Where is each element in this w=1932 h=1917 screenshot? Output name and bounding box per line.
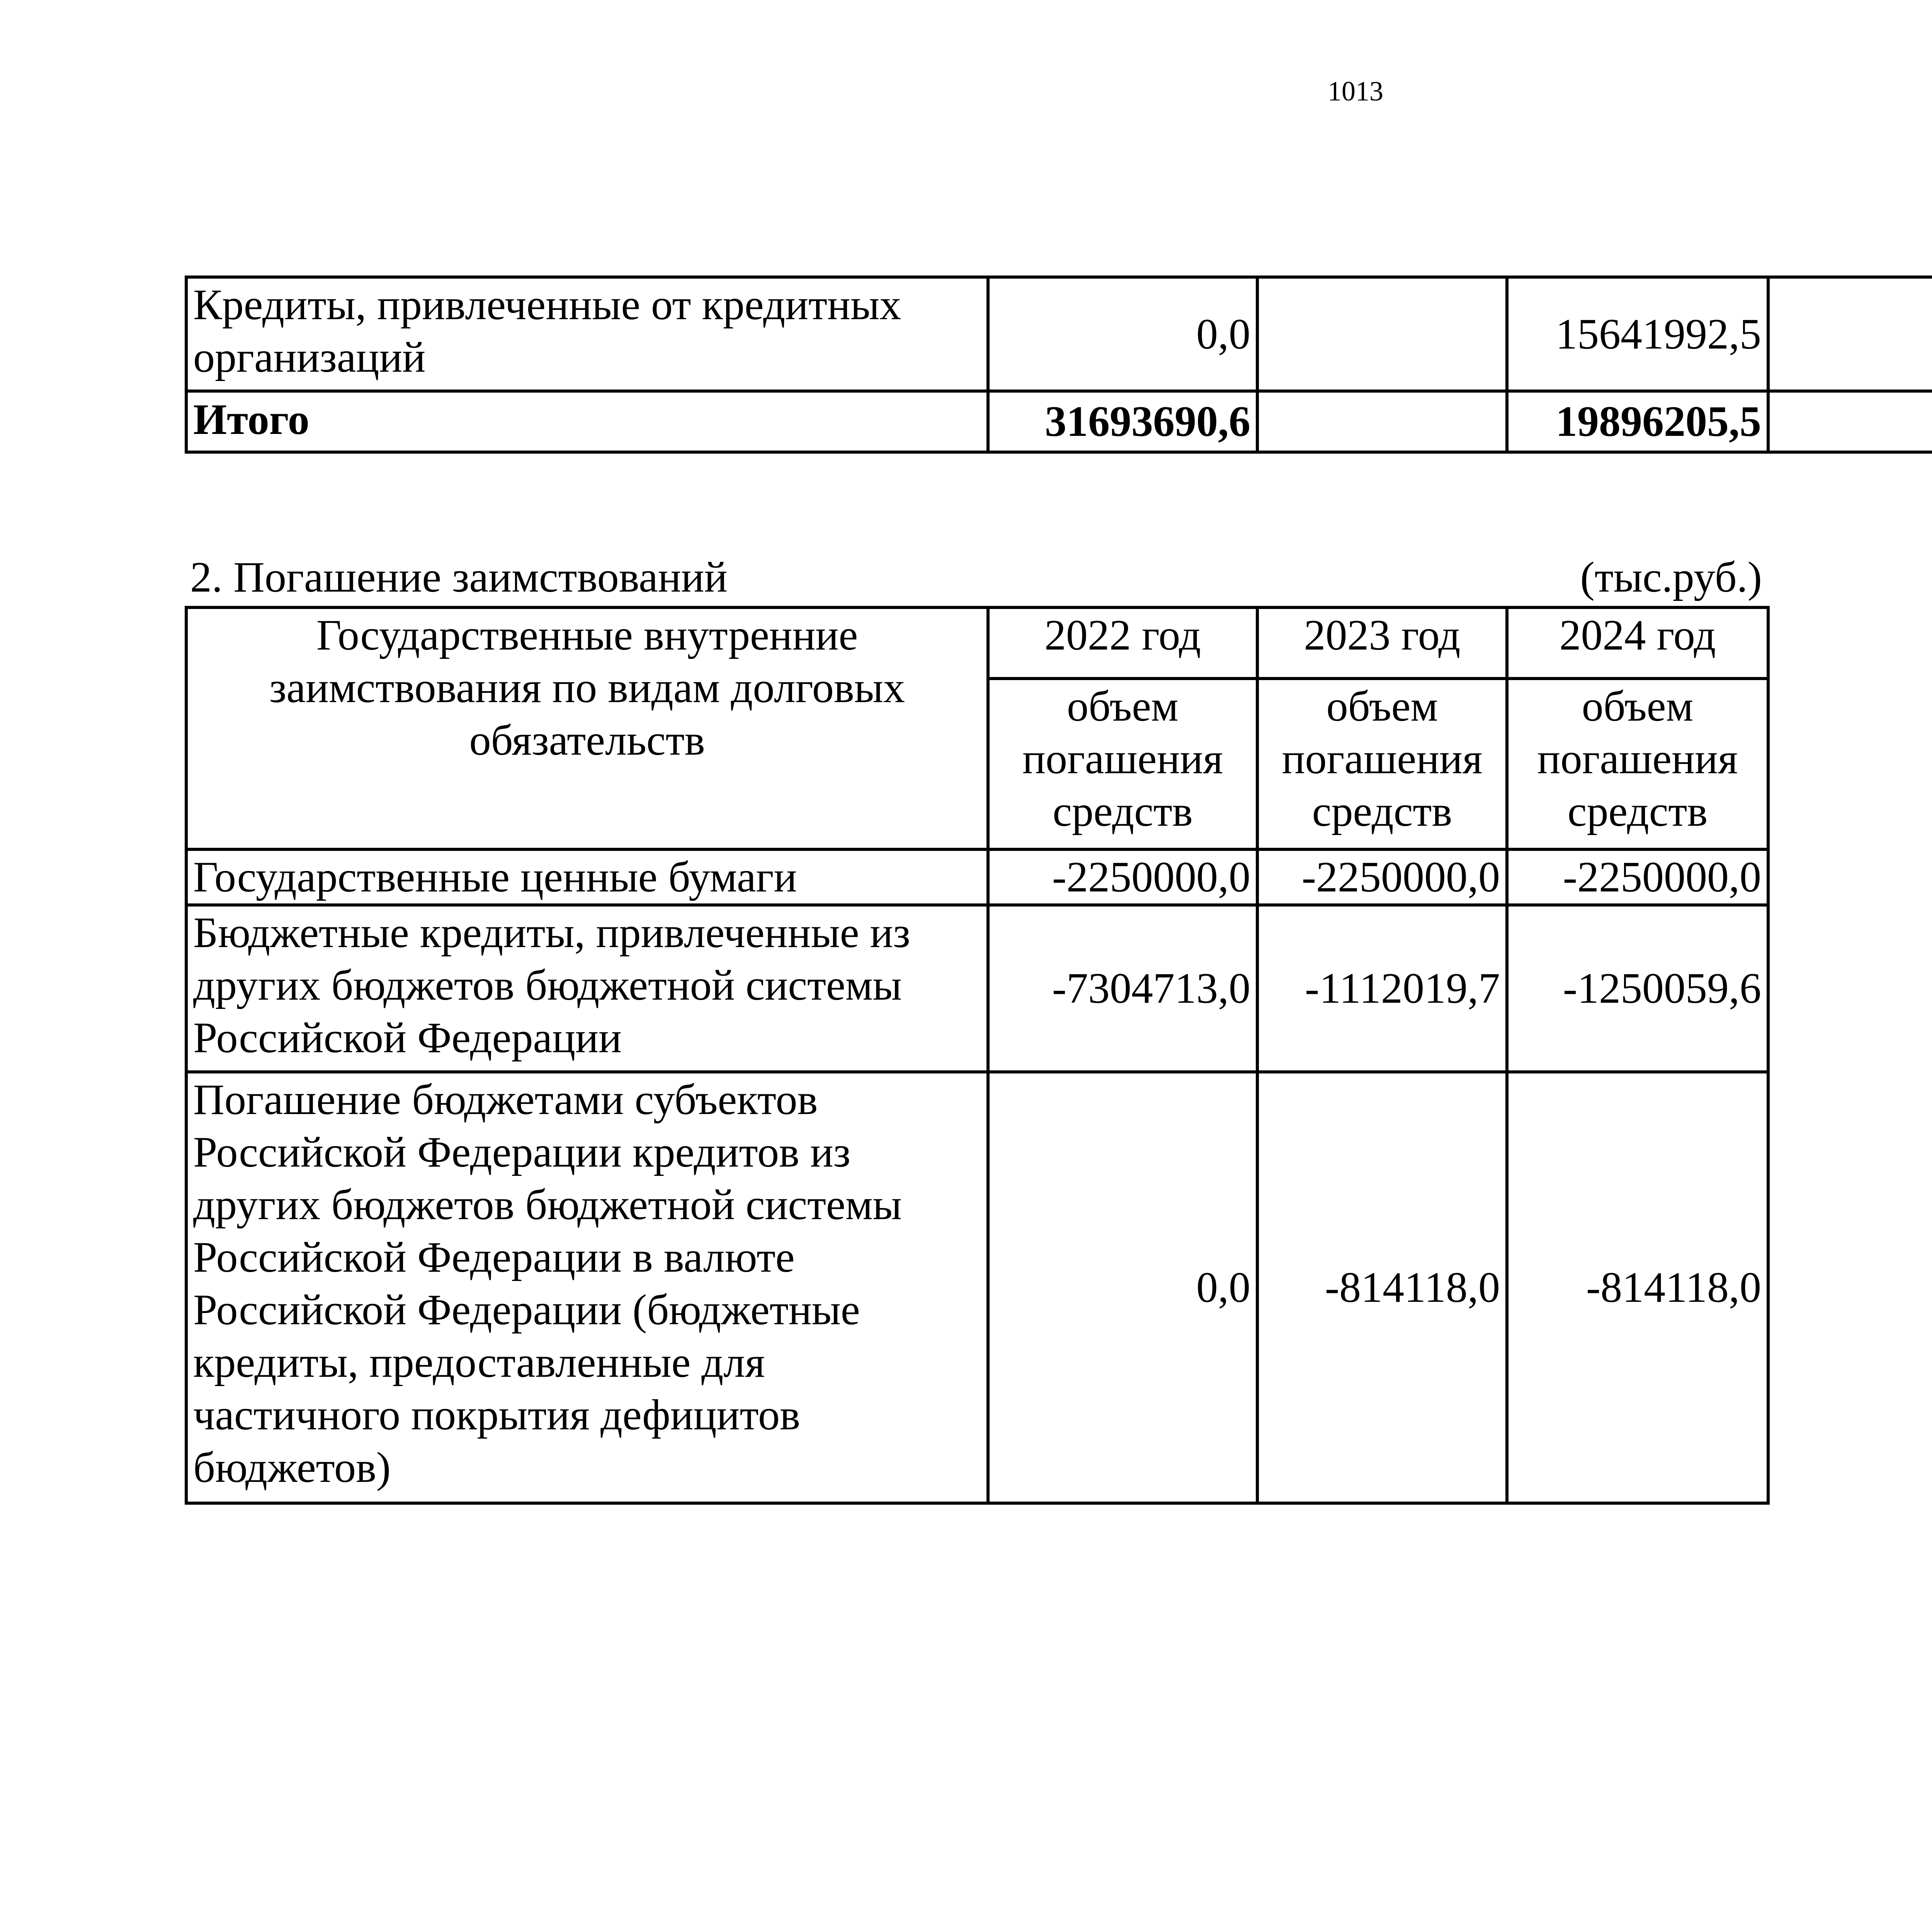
cell-value: -2250000,0 xyxy=(988,849,1257,905)
subheader: объем погашения средств xyxy=(1507,679,1768,849)
total-value: 31693690,6 xyxy=(988,391,1257,452)
cell-value: 0,0 xyxy=(988,1072,1257,1503)
row-label: Кредиты, привлеченные от кредитных организаций xyxy=(186,277,988,391)
header-row xyxy=(186,607,1768,679)
table-row xyxy=(186,849,1768,905)
year-header: 2022 год xyxy=(988,607,1257,679)
cell-value: -2250000,0 xyxy=(1507,849,1768,905)
table-row xyxy=(186,1072,1768,1503)
table-row xyxy=(186,905,1768,1072)
borrowings-table-continued xyxy=(185,276,1932,454)
repayment-table xyxy=(185,606,1770,1505)
subheader: объем погашения средств xyxy=(988,679,1257,849)
page-number: 1013 xyxy=(1328,76,1383,107)
row-label: Погашение бюджетами субъектов Российской Федерации кредитов из других бюджетов бюджетной системы Российской Федерации в валюте Российской Федерации (бюджетные кредиты, предоставленные для частичного покрытия дефицитов бюджетов) xyxy=(186,1072,988,1503)
year-header: 2023 год xyxy=(1257,607,1507,679)
cell-value xyxy=(1768,277,1932,391)
table-row-total xyxy=(186,391,1932,452)
cell-value: -2250000,0 xyxy=(1257,849,1507,905)
units-label: (тыс.руб.) xyxy=(1580,553,1762,601)
header-label: Государственные внутренние заимствования по видам долговых обязательств xyxy=(186,607,988,849)
table-row xyxy=(186,277,1932,391)
row-label: Бюджетные кредиты, привлеченные из других бюджетов бюджетной системы Российской Федерации xyxy=(186,905,988,1072)
section-title: 2. Погашение заимствований xyxy=(190,553,728,601)
cell-value: -1250059,6 xyxy=(1507,905,1768,1072)
total-value xyxy=(1768,391,1932,452)
cell-value: 15641992,5 xyxy=(1507,277,1768,391)
cell-value: -814118,0 xyxy=(1507,1072,1768,1503)
total-value xyxy=(1257,391,1507,452)
year-header: 2024 год xyxy=(1507,607,1768,679)
cell-value: 0,0 xyxy=(988,277,1257,391)
row-label: Государственные ценные бумаги xyxy=(186,849,988,905)
cell-value: -814118,0 xyxy=(1257,1072,1507,1503)
total-value: 19896205,5 xyxy=(1507,391,1768,452)
cell-value: -7304713,0 xyxy=(988,905,1257,1072)
cell-value xyxy=(1257,277,1507,391)
subheader: объем погашения средств xyxy=(1257,679,1507,849)
cell-value: -1112019,7 xyxy=(1257,905,1507,1072)
total-label: Итого xyxy=(186,391,988,452)
